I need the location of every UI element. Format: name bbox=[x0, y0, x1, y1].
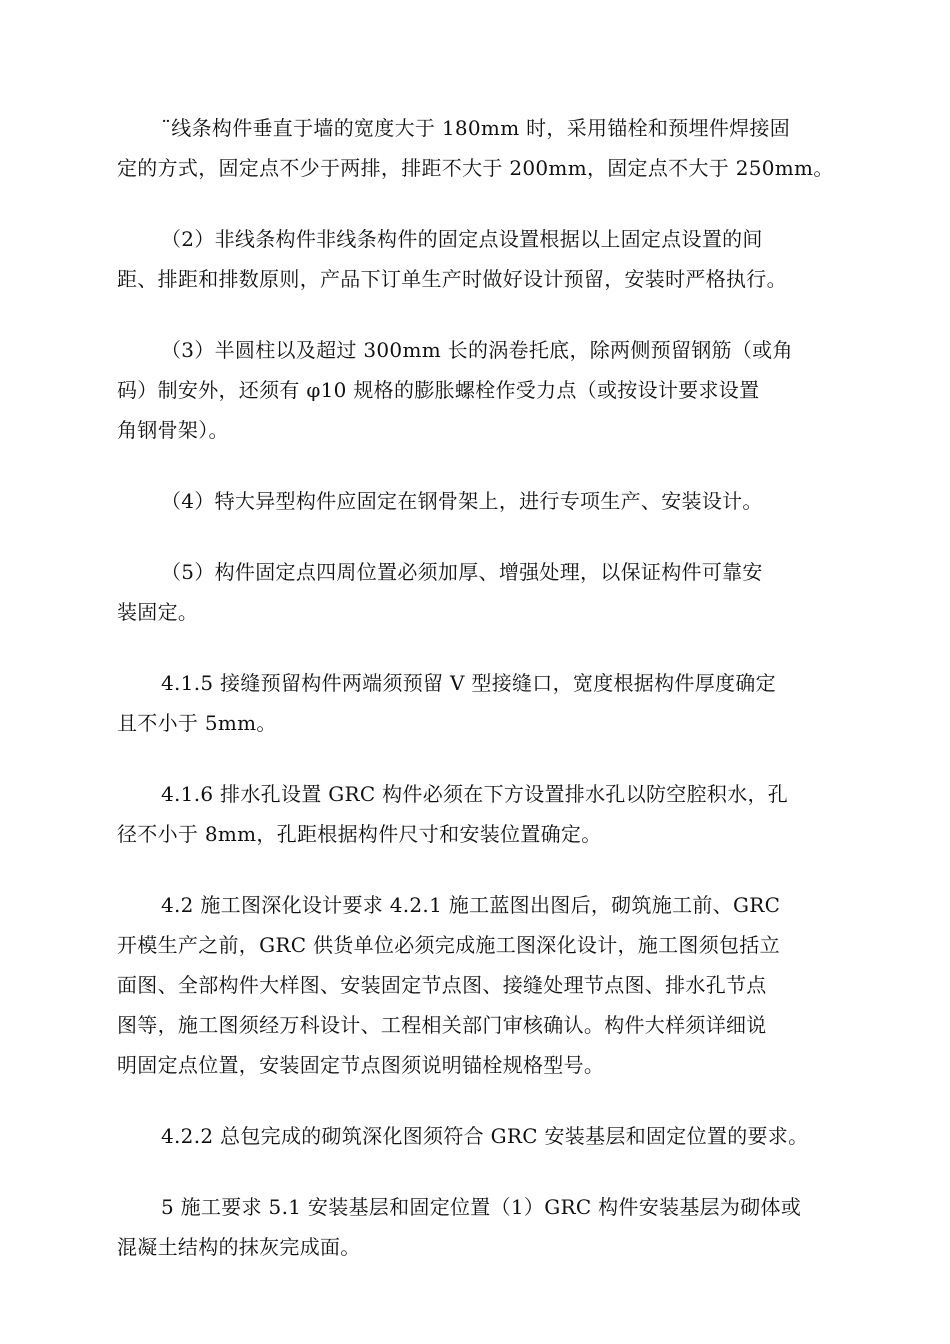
text-line: ¨线条构件垂直于墙的宽度大于 180mm 时，采用锚栓和预埋件焊接固 bbox=[161, 116, 791, 140]
text-line: 且不小于 5mm。 bbox=[117, 711, 277, 735]
text-line: 距、排距和排数原则，产品下订单生产时做好设计预留，安装时严格执行。 bbox=[117, 267, 787, 291]
text-line: 径不小于 8mm，孔距根据构件尺寸和安装位置确定。 bbox=[117, 822, 602, 846]
text-line: 混凝土结构的抹灰完成面。 bbox=[117, 1235, 361, 1259]
text-line: 码）制安外，还须有 φ10 规格的膨胀螺栓作受力点（或按设计要求设置 bbox=[117, 378, 760, 402]
paragraph-5-construction-requirements bbox=[117, 1187, 857, 1267]
text-line: 开模生产之前，GRC 供货单位必须完成施工图深化设计，施工图须包括立 bbox=[117, 933, 780, 957]
text-line: 4.2 施工图深化设计要求 4.2.1 施工蓝图出图后，砌筑施工前、GRC bbox=[161, 893, 781, 917]
paragraph-4-2-design-requirements bbox=[117, 885, 857, 1085]
text-line: 面图、全部构件大样图、安装固定节点图、接缝处理节点图、排水孔节点 bbox=[117, 973, 767, 997]
text-line: 明固定点位置，安装固定节点图须说明锚栓规格型号。 bbox=[117, 1053, 605, 1077]
text-line: 图等，施工图须经万科设计、工程相关部门审核确认。构件大样须详细说 bbox=[117, 1013, 767, 1037]
text-line: （3）半圆柱以及超过 300mm 长的涡卷托底，除两侧预留钢筋（或角 bbox=[161, 338, 793, 362]
paragraph-oversized-components bbox=[117, 481, 857, 521]
paragraph-half-columns bbox=[117, 330, 857, 450]
paragraph-4-1-6-drain-holes bbox=[117, 774, 857, 854]
text-line: （2）非线条构件非线条构件的固定点设置根据以上固定点设置的间 bbox=[161, 227, 763, 251]
paragraph-non-line-components bbox=[117, 219, 857, 299]
text-line: 4.2.2 总包完成的砌筑深化图须符合 GRC 安装基层和固定位置的要求。 bbox=[161, 1124, 809, 1148]
text-line: 4.1.6 排水孔设置 GRC 构件必须在下方设置排水孔以防空腔积水，孔 bbox=[161, 782, 789, 806]
document-body bbox=[117, 108, 857, 1298]
text-line: 5 施工要求 5.1 安装基层和固定位置（1）GRC 构件安装基层为砌体或 bbox=[161, 1195, 802, 1219]
text-line: 角钢骨架）。 bbox=[117, 418, 229, 442]
paragraph-fixing-reinforcement bbox=[117, 552, 857, 632]
text-line: 装固定。 bbox=[117, 600, 199, 624]
text-line: 4.1.5 接缝预留构件两端须预留 V 型接缝口，宽度根据构件厚度确定 bbox=[161, 671, 776, 695]
paragraph-line-component-anchoring bbox=[117, 108, 857, 188]
paragraph-4-1-5-joints bbox=[117, 663, 857, 743]
paragraph-4-2-2-masonry-drawings bbox=[117, 1116, 857, 1156]
text-line: 定的方式，固定点不少于两排，排距不大于 200mm，固定点不大于 250mm。 bbox=[117, 156, 834, 180]
text-line: （5）构件固定点四周位置必须加厚、增强处理，以保证构件可靠安 bbox=[161, 560, 763, 584]
text-line: （4）特大异型构件应固定在钢骨架上，进行专项生产、安装设计。 bbox=[161, 489, 763, 513]
